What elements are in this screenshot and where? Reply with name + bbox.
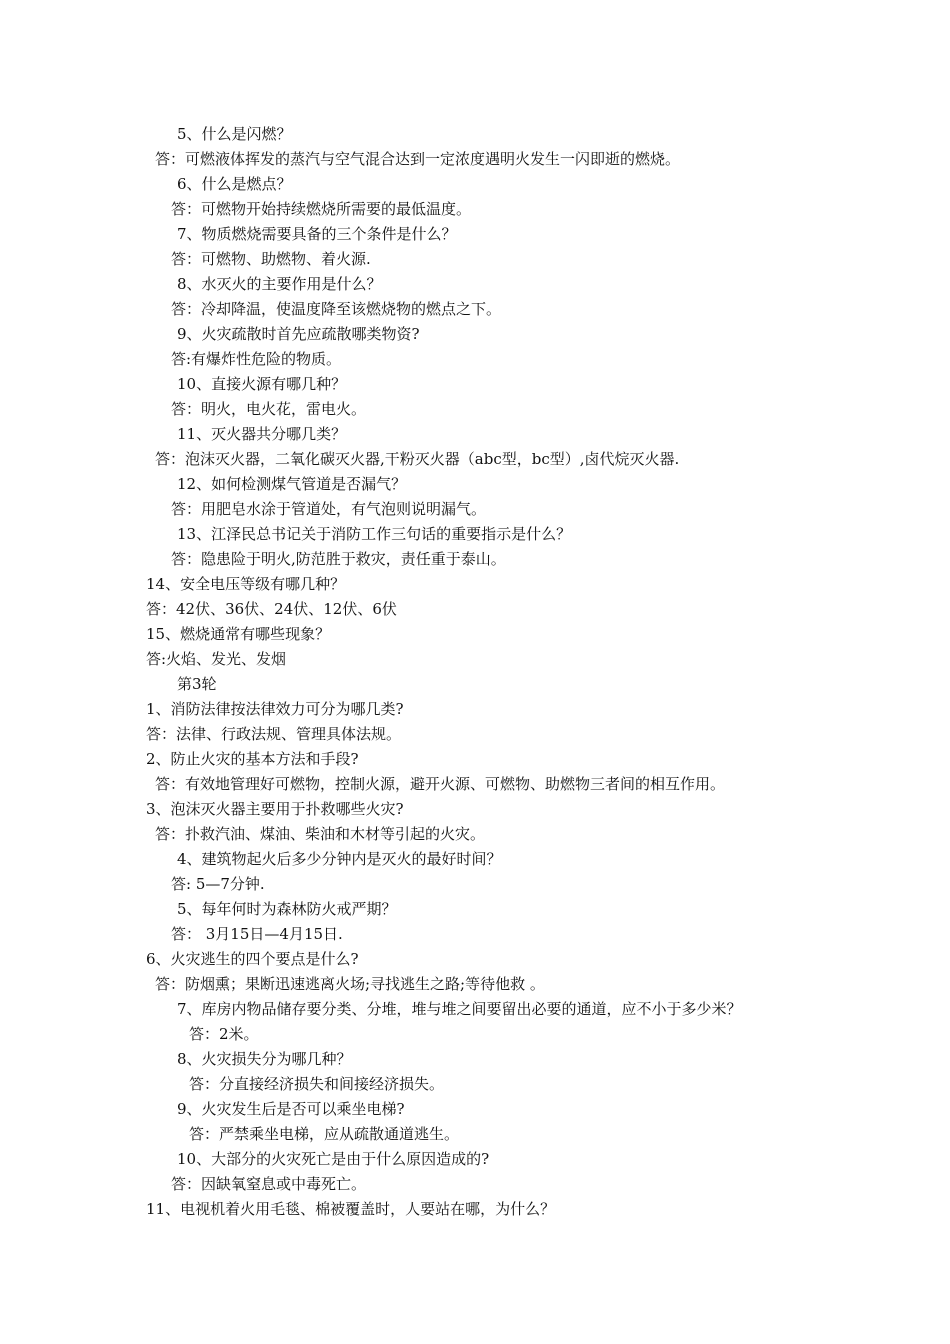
text-line: 答：有效地管理好可燃物，控制火源，避开火源、可燃物、助燃物三者间的相互作用。 — [155, 775, 726, 793]
text-line: 答:火焰、发光、发烟 — [146, 650, 287, 668]
text-line: 11、电视机着火用毛毯、棉被覆盖时，人要站在哪，为什么？ — [146, 1200, 556, 1218]
text-line: 4、建筑物起火后多少分钟内是灭火的最好时间？ — [177, 850, 502, 868]
text-line: 答：隐患险于明火,防范胜于救灾，责任重于泰山。 — [171, 550, 506, 568]
text-line: 7、库房内物品储存要分类、分堆，堆与堆之间要留出必要的通道，应不小于多少米？ — [177, 1000, 742, 1018]
text-line: 8、火灾损失分为哪几种？ — [177, 1050, 352, 1068]
text-line: 答：2米。 — [189, 1025, 259, 1043]
text-line: 答：42伏、36伏、24伏、12伏、6伏 — [146, 600, 397, 618]
text-line: 15、燃烧通常有哪些现象？ — [146, 625, 331, 643]
text-line: 答：扑救汽油、煤油、柴油和木材等引起的火灾。 — [155, 825, 486, 843]
text-line: 答：可燃物、助燃物、着火源. — [171, 250, 371, 268]
text-line: 答：可燃液体挥发的蒸汽与空气混合达到一定浓度遇明火发生一闪即逝的燃烧。 — [155, 150, 681, 168]
text-line: 14、安全电压等级有哪几种？ — [146, 575, 346, 593]
text-line: 答:有爆炸性危险的物质。 — [171, 350, 342, 368]
text-line: 答：法律、行政法规、管理具体法规。 — [146, 725, 402, 743]
text-line: 答：严禁乘坐电梯，应从疏散通道逃生。 — [189, 1125, 460, 1143]
text-line: 第3轮 — [177, 675, 217, 693]
text-line: 答：明火，电火花，雷电火。 — [171, 400, 367, 418]
text-line: 10、直接火源有哪几种？ — [177, 375, 347, 393]
text-line: 2、防止火灾的基本方法和手段? — [146, 750, 359, 768]
text-line: 11、灭火器共分哪几类？ — [177, 425, 347, 443]
text-line: 6、火灾逃生的四个要点是什么? — [146, 950, 359, 968]
text-line: 答：因缺氧窒息或中毒死亡。 — [171, 1175, 367, 1193]
text-line: 10、大部分的火灾死亡是由于什么原因造成的? — [177, 1150, 490, 1168]
text-line: 答： 3月15日—4月15日. — [171, 925, 343, 943]
text-line: 8、水灭火的主要作用是什么？ — [177, 275, 382, 293]
text-line: 答：可燃物开始持续燃烧所需要的最低温度。 — [171, 200, 472, 218]
text-line: 答: 5—7分钟. — [171, 875, 265, 893]
text-line: 答：用肥皂水涂于管道处，有气泡则说明漏气。 — [171, 500, 487, 518]
text-line: 5、什么是闪燃？ — [177, 125, 292, 143]
text-line: 3、泡沫灭火器主要用于扑救哪些火灾? — [146, 800, 404, 818]
text-line: 答：防烟熏；果断迅速逃离火场;寻找逃生之路;等待他救 。 — [155, 975, 545, 993]
text-line: 答：泡沫灭火器，二氧化碳灭火器,干粉灭火器（abc型，bc型）,卤代烷灭火器. — [155, 450, 680, 468]
text-line: 1、消防法律按法律效力可分为哪几类? — [146, 700, 404, 718]
text-line: 答：分直接经济损失和间接经济损失。 — [189, 1075, 445, 1093]
document-page — [0, 122, 950, 1222]
text-line: 12、如何检测煤气管道是否漏气？ — [177, 475, 407, 493]
text-line: 9、火灾发生后是否可以乘坐电梯? — [177, 1100, 405, 1118]
text-line: 答：冷却降温，使温度降至该燃烧物的燃点之下。 — [171, 300, 502, 318]
text-line: 9、火灾疏散时首先应疏散哪类物资? — [177, 325, 420, 343]
text-line: 13、江泽民总书记关于消防工作三句话的重要指示是什么？ — [177, 525, 572, 543]
text-line: 7、物质燃烧需要具备的三个条件是什么？ — [177, 225, 457, 243]
text-line: 5、每年何时为森林防火戒严期？ — [177, 900, 397, 918]
text-line: 6、什么是燃点？ — [177, 175, 292, 193]
